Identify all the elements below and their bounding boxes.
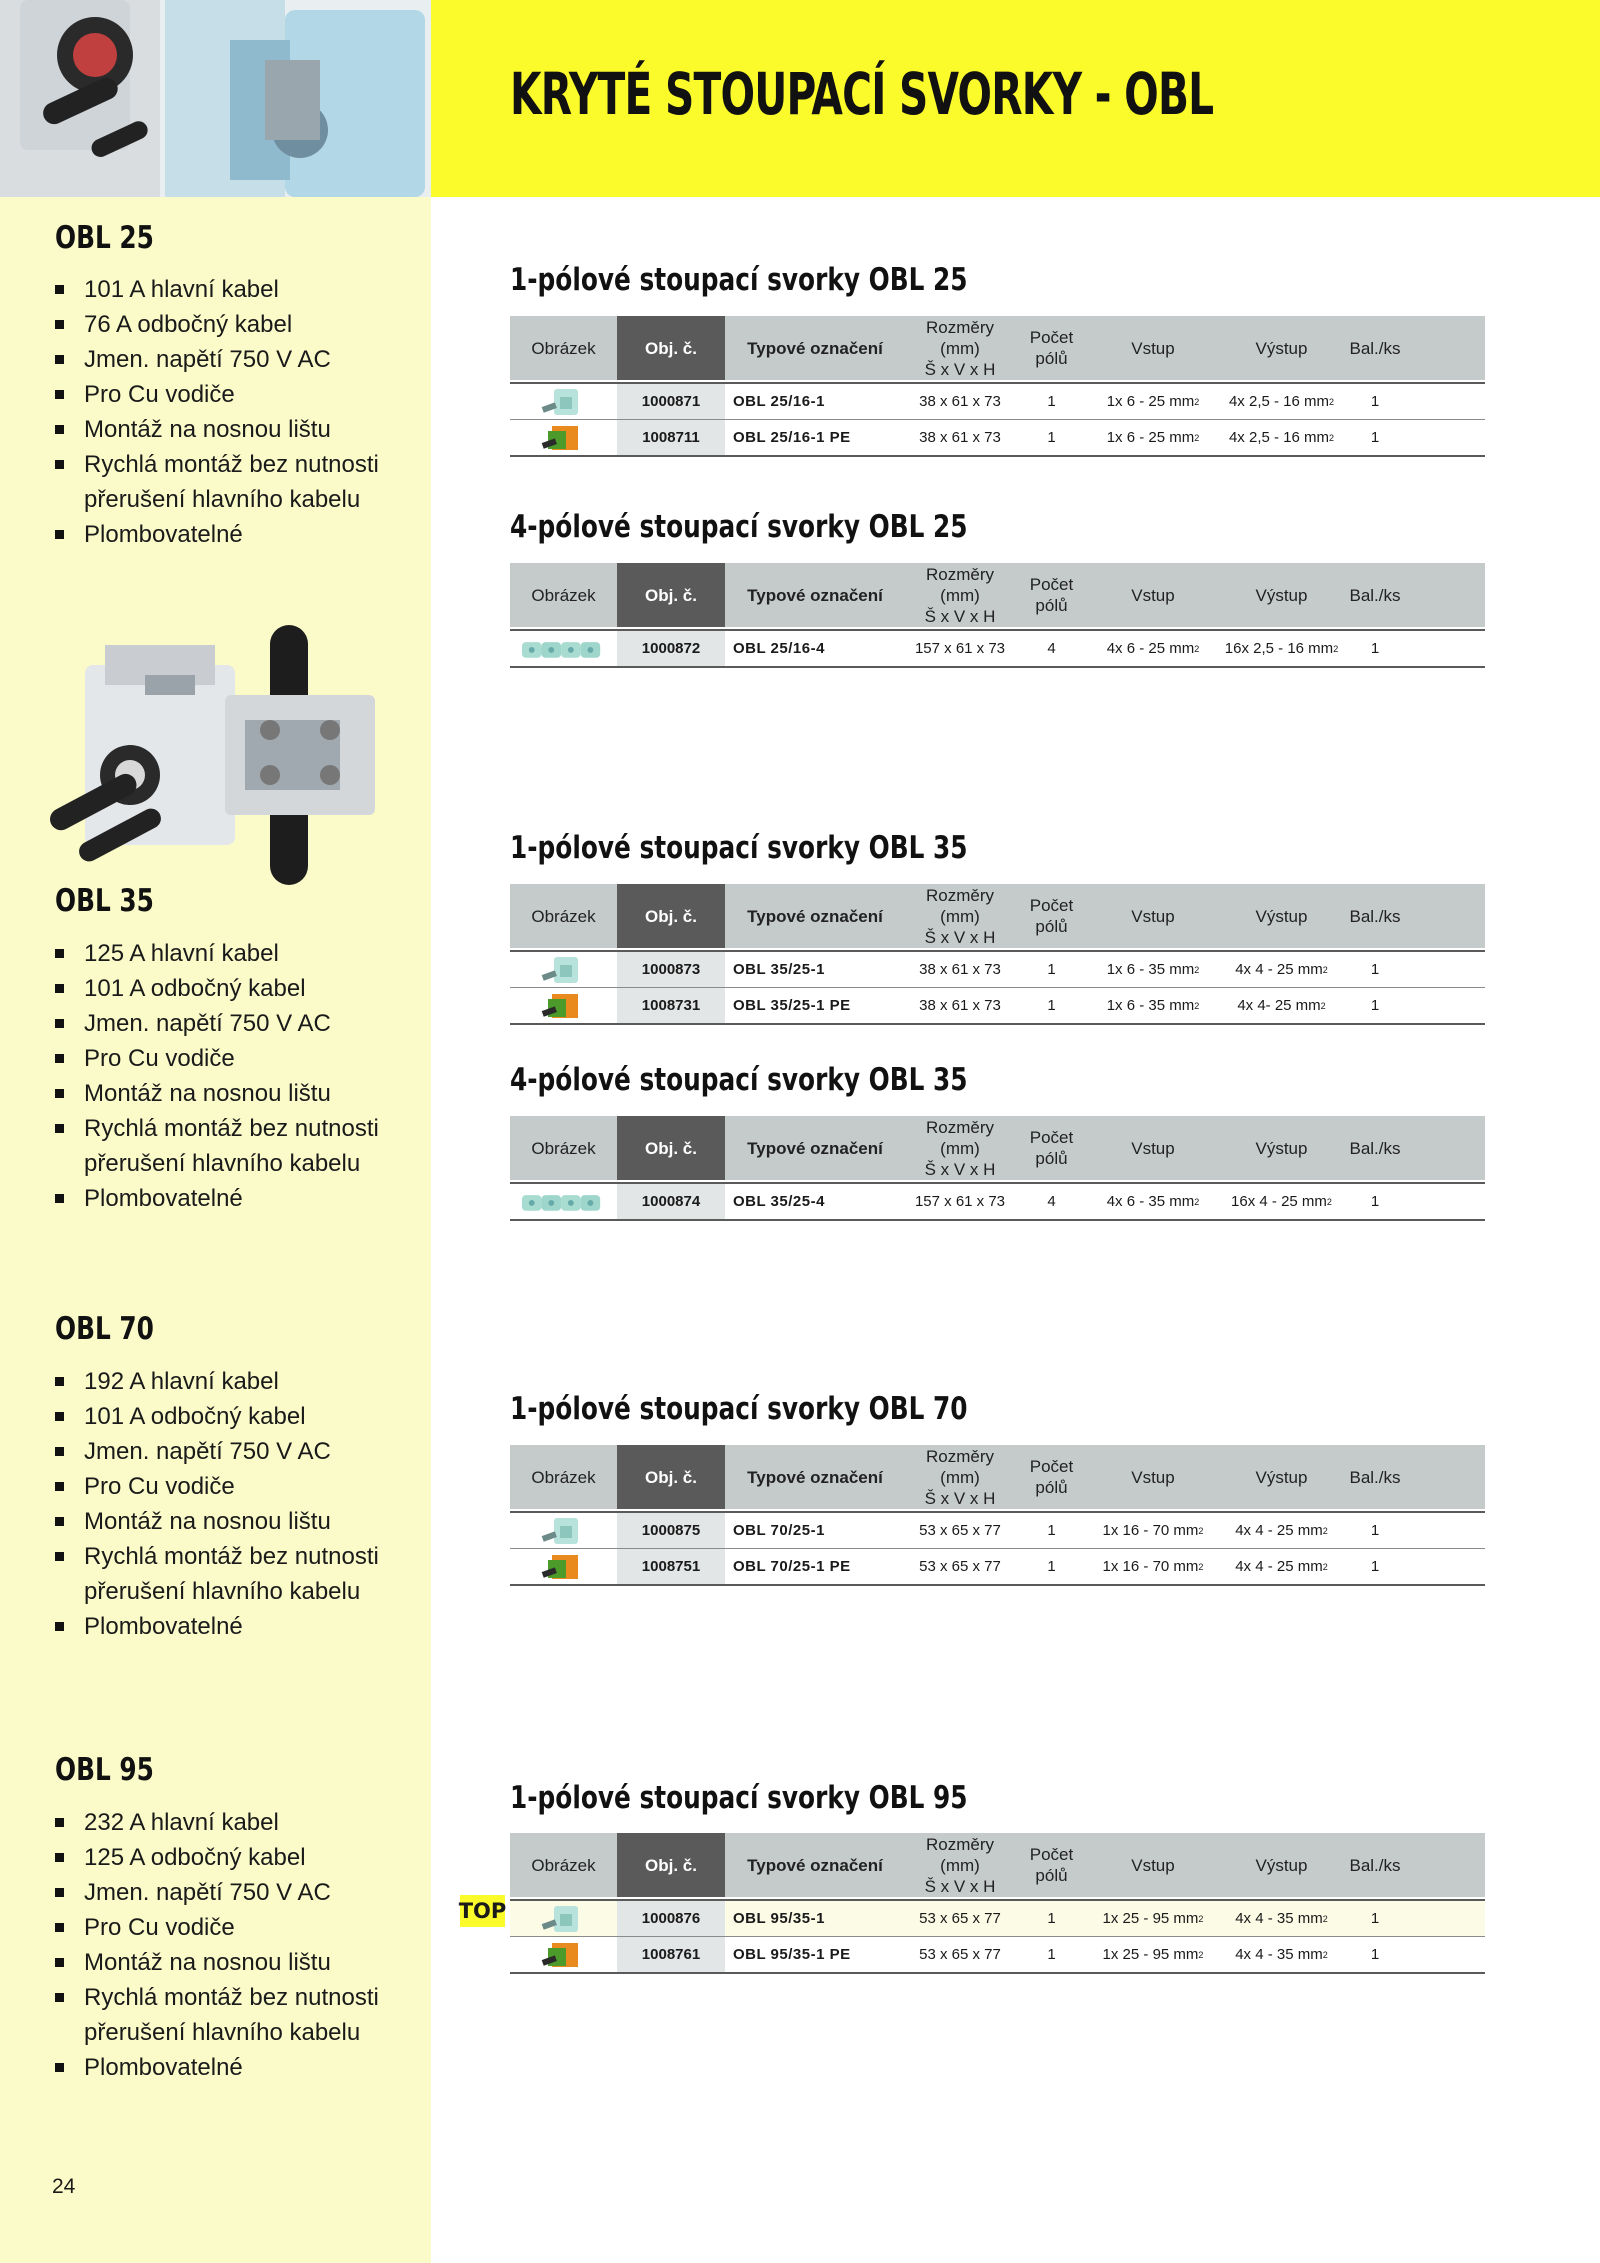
type-designation: OBL 35/25-1 <box>733 961 825 978</box>
feature-list-obl70 <box>55 1364 379 1644</box>
table-row[interactable] <box>510 1182 1485 1221</box>
input-range: 1x 25 - 95 mm 2 <box>1102 1910 1204 1927</box>
bullet-icon <box>55 1923 64 1932</box>
product-table <box>510 1445 1485 1586</box>
table-title: 1-pólové stoupací svorky OBL 95 <box>510 1780 968 1816</box>
feature-list-obl35 <box>55 936 379 1216</box>
table-header <box>510 884 1485 948</box>
col-header-package: Bal./ks <box>1349 1855 1401 1875</box>
col-header-package: Bal./ks <box>1349 338 1401 358</box>
bullet-icon <box>55 285 64 294</box>
col-header-package: Bal./ks <box>1349 1138 1401 1158</box>
bullet-icon <box>55 1124 64 1133</box>
dimensions: 38 x 61 x 73 <box>919 393 1001 410</box>
feature-item: Pro Cu vodiče <box>55 1041 379 1076</box>
col-header-order-number: Obj. č. <box>617 1833 725 1897</box>
feature-item: přerušení hlavního kabelu <box>84 1150 361 1177</box>
product-thumbnail <box>510 1901 617 1936</box>
table-title: 1-pólové stoupací svorky OBL 70 <box>510 1391 968 1427</box>
feature-item: Rychlá montáž bez nutnosti <box>55 1539 379 1574</box>
col-header-dimensions: Rozměry (mm) Š x V x H <box>924 317 996 379</box>
feature-item: Pro Cu vodiče <box>55 1910 379 1945</box>
page-title: KRYTÉ STOUPACÍ SVORKY - OBL <box>510 60 1214 128</box>
feature-item: Pro Cu vodiče <box>55 377 379 412</box>
bullet-icon <box>55 530 64 539</box>
package-qty: 1 <box>1370 997 1380 1014</box>
col-header-package: Bal./ks <box>1349 906 1401 926</box>
col-header-poles: Počet pólů <box>1029 328 1074 368</box>
col-header-output: Výstup <box>1255 585 1308 605</box>
product-thumbnail <box>510 1549 617 1584</box>
col-header-order-number: Obj. č. <box>617 1445 725 1509</box>
table-row[interactable] <box>510 1899 1485 1937</box>
col-header-input: Vstup <box>1131 1138 1175 1158</box>
bullet-icon <box>55 1019 64 1028</box>
pole-count: 1 <box>1047 1910 1056 1927</box>
obl35-product-image <box>45 625 400 895</box>
col-header-package: Bal./ks <box>1349 585 1401 605</box>
feature-item: přerušení hlavního kabelu <box>84 1578 361 1605</box>
input-range: 1x 16 - 70 mm 2 <box>1102 1558 1204 1575</box>
order-number: 1008751 <box>617 1549 725 1584</box>
col-header-order-number: Obj. č. <box>617 884 725 948</box>
col-header-type: Typové označení <box>747 1138 883 1158</box>
table-header <box>510 563 1485 627</box>
bullet-icon <box>55 1482 64 1491</box>
feature-item: 101 A hlavní kabel <box>55 272 379 307</box>
feature-item: Jmen. napětí 750 V AC <box>55 1434 379 1469</box>
dimensions: 157 x 61 x 73 <box>914 1193 1006 1210</box>
order-number: 1000876 <box>617 1901 725 1936</box>
col-header-order-number: Obj. č. <box>617 316 725 380</box>
feature-item: přerušení hlavního kabelu <box>84 2019 361 2046</box>
table-row[interactable] <box>510 629 1485 668</box>
table-row[interactable] <box>510 1511 1485 1549</box>
pole-count: 1 <box>1047 1558 1056 1575</box>
table-header <box>510 1445 1485 1509</box>
col-header-dimensions: Rozměry (mm) Š x V x H <box>924 564 996 626</box>
product-thumbnail <box>510 631 617 666</box>
type-designation: OBL 95/35-1 <box>733 1910 825 1927</box>
col-header-type: Typové označení <box>747 1467 883 1487</box>
bullet-icon <box>55 1958 64 1967</box>
table-row[interactable] <box>510 1937 1485 1974</box>
bullet-icon <box>55 1993 64 2002</box>
output-range: 4x 4 - 35 mm 2 <box>1235 1910 1328 1927</box>
input-range: 1x 6 - 35 mm 2 <box>1106 961 1200 978</box>
bullet-icon <box>55 984 64 993</box>
bullet-icon <box>55 320 64 329</box>
bullet-icon <box>55 1377 64 1386</box>
col-header-input: Vstup <box>1131 585 1175 605</box>
product-thumbnail <box>510 952 617 987</box>
dimensions: 53 x 65 x 77 <box>919 1946 1001 1963</box>
feature-item: 101 A odbočný kabel <box>55 971 379 1006</box>
dimensions: 38 x 61 x 73 <box>919 997 1001 1014</box>
table-title: 1-pólové stoupací svorky OBL 35 <box>510 830 968 866</box>
order-number: 1008711 <box>617 420 725 455</box>
col-header-image: Obrázek <box>531 1855 596 1875</box>
col-header-input: Vstup <box>1131 1467 1175 1487</box>
bullet-icon <box>55 425 64 434</box>
pole-count: 1 <box>1047 1522 1056 1539</box>
col-header-output: Výstup <box>1255 1467 1308 1487</box>
feature-item: Rychlá montáž bez nutnosti <box>55 1980 379 2015</box>
col-header-output: Výstup <box>1255 338 1308 358</box>
col-header-input: Vstup <box>1131 906 1175 926</box>
col-header-image: Obrázek <box>531 585 596 605</box>
order-number: 1008761 <box>617 1937 725 1972</box>
dimensions: 53 x 65 x 77 <box>919 1910 1001 1927</box>
package-qty: 1 <box>1370 640 1380 657</box>
output-range: 4x 4 - 35 mm 2 <box>1235 1946 1328 1963</box>
col-header-type: Typové označení <box>747 585 883 605</box>
input-range: 4x 6 - 25 mm 2 <box>1106 640 1200 657</box>
section-title-obl35: OBL 35 <box>55 883 154 919</box>
col-header-order-number: Obj. č. <box>617 1116 725 1180</box>
feature-item: 101 A odbočný kabel <box>55 1399 379 1434</box>
feature-item: 125 A odbočný kabel <box>55 1840 379 1875</box>
dimensions: 157 x 61 x 73 <box>914 640 1006 657</box>
type-designation: OBL 25/16-4 <box>733 640 825 657</box>
output-range: 4x 4 - 25 mm 2 <box>1235 1522 1328 1539</box>
type-designation: OBL 95/35-1 PE <box>733 1946 851 1963</box>
package-qty: 1 <box>1370 961 1380 978</box>
feature-item: 125 A hlavní kabel <box>55 936 379 971</box>
input-range: 1x 6 - 35 mm 2 <box>1106 997 1200 1014</box>
page-number: 24 <box>52 2175 76 2198</box>
feature-item: Montáž na nosnou lištu <box>55 1504 379 1539</box>
output-range: 4x 4 - 25 mm 2 <box>1235 1558 1328 1575</box>
col-header-image: Obrázek <box>531 338 596 358</box>
product-thumbnail <box>510 384 617 419</box>
col-header-output: Výstup <box>1255 1855 1308 1875</box>
type-designation: OBL 35/25-1 PE <box>733 997 851 1014</box>
pole-count: 4 <box>1047 1193 1056 1210</box>
feature-item: 232 A hlavní kabel <box>55 1805 379 1840</box>
package-qty: 1 <box>1370 1558 1380 1575</box>
bullet-icon <box>55 1622 64 1631</box>
input-range: 1x 6 - 25 mm 2 <box>1106 429 1200 446</box>
package-qty: 1 <box>1370 1910 1380 1927</box>
col-header-dimensions: Rozměry (mm) Š x V x H <box>924 1117 996 1179</box>
col-header-dimensions: Rozměry (mm) Š x V x H <box>924 1446 996 1508</box>
col-header-output: Výstup <box>1255 1138 1308 1158</box>
feature-list-obl25 <box>55 272 379 552</box>
col-header-dimensions: Rozměry (mm) Š x V x H <box>924 885 996 947</box>
dimensions: 38 x 61 x 73 <box>919 961 1001 978</box>
product-table <box>510 1116 1485 1221</box>
table-header <box>510 1116 1485 1180</box>
product-table <box>510 1833 1485 1974</box>
bullet-icon <box>55 1818 64 1827</box>
feature-item: přerušení hlavního kabelu <box>84 486 361 513</box>
input-range: 1x 25 - 95 mm 2 <box>1102 1946 1204 1963</box>
table-row[interactable] <box>510 420 1485 457</box>
col-header-poles: Počet pólů <box>1029 1457 1074 1497</box>
col-header-order-number: Obj. č. <box>617 563 725 627</box>
bullet-icon <box>55 1447 64 1456</box>
input-range: 1x 16 - 70 mm 2 <box>1102 1522 1204 1539</box>
feature-item: Plombovatelné <box>55 517 379 552</box>
type-designation: OBL 25/16-1 <box>733 393 825 410</box>
col-header-image: Obrázek <box>531 906 596 926</box>
type-designation: OBL 25/16-1 PE <box>733 429 851 446</box>
col-header-poles: Počet pólů <box>1029 896 1074 936</box>
bullet-icon <box>55 1194 64 1203</box>
bullet-icon <box>55 1552 64 1561</box>
pole-count: 1 <box>1047 961 1056 978</box>
section-title-obl25: OBL 25 <box>55 220 154 256</box>
order-number: 1008731 <box>617 988 725 1023</box>
product-thumbnail <box>510 420 617 455</box>
table-header <box>510 1833 1485 1897</box>
feature-item: Pro Cu vodiče <box>55 1469 379 1504</box>
section-title-obl95: OBL 95 <box>55 1752 154 1788</box>
product-table <box>510 884 1485 1025</box>
output-range: 4x 4 - 25 mm 2 <box>1235 961 1328 978</box>
output-range: 16x 2,5 - 16 mm 2 <box>1224 640 1339 657</box>
bullet-icon <box>55 1853 64 1862</box>
output-range: 16x 4 - 25 mm 2 <box>1231 1193 1332 1210</box>
feature-item: Montáž na nosnou lištu <box>55 1945 379 1980</box>
package-qty: 1 <box>1370 1522 1380 1539</box>
output-range: 4x 2,5 - 16 mm 2 <box>1228 429 1335 446</box>
col-header-poles: Počet pólů <box>1029 575 1074 615</box>
table-title: 1-pólové stoupací svorky OBL 25 <box>510 262 968 298</box>
col-header-output: Výstup <box>1255 906 1308 926</box>
order-number: 1000875 <box>617 1513 725 1548</box>
product-table <box>510 563 1485 668</box>
hero-product-image <box>0 0 431 197</box>
bullet-icon <box>55 949 64 958</box>
table-header <box>510 316 1485 380</box>
product-thumbnail <box>510 988 617 1023</box>
package-qty: 1 <box>1370 1946 1380 1963</box>
top-badge: TOP <box>460 1895 505 1927</box>
feature-item: 76 A odbočný kabel <box>55 307 379 342</box>
table-row[interactable] <box>510 1549 1485 1586</box>
order-number: 1000872 <box>617 631 725 666</box>
output-range: 4x 4- 25 mm 2 <box>1237 997 1326 1014</box>
dimensions: 53 x 65 x 77 <box>919 1558 1001 1575</box>
pole-count: 1 <box>1047 997 1056 1014</box>
pole-count: 1 <box>1047 393 1056 410</box>
table-row[interactable] <box>510 988 1485 1025</box>
product-thumbnail <box>510 1184 617 1219</box>
product-thumbnail <box>510 1513 617 1548</box>
input-range: 1x 6 - 25 mm 2 <box>1106 393 1200 410</box>
col-header-package: Bal./ks <box>1349 1467 1401 1487</box>
product-thumbnail <box>510 1937 617 1972</box>
type-designation: OBL 70/25-1 <box>733 1522 825 1539</box>
col-header-input: Vstup <box>1131 1855 1175 1875</box>
feature-item: 192 A hlavní kabel <box>55 1364 379 1399</box>
pole-count: 1 <box>1047 1946 1056 1963</box>
col-header-type: Typové označení <box>747 338 883 358</box>
order-number: 1000871 <box>617 384 725 419</box>
bullet-icon <box>55 1888 64 1897</box>
pole-count: 1 <box>1047 429 1056 446</box>
order-number: 1000874 <box>617 1184 725 1219</box>
col-header-type: Typové označení <box>747 906 883 926</box>
section-title-obl70: OBL 70 <box>55 1311 154 1347</box>
bullet-icon <box>55 355 64 364</box>
feature-item: Jmen. napětí 750 V AC <box>55 1006 379 1041</box>
pole-count: 4 <box>1047 640 1056 657</box>
bullet-icon <box>55 390 64 399</box>
col-header-poles: Počet pólů <box>1029 1128 1074 1168</box>
type-designation: OBL 35/25-4 <box>733 1193 825 1210</box>
feature-item: Montáž na nosnou lištu <box>55 1076 379 1111</box>
col-header-poles: Počet pólů <box>1029 1845 1074 1885</box>
col-header-dimensions: Rozměry (mm) Š x V x H <box>924 1834 996 1896</box>
table-title: 4-pólové stoupací svorky OBL 25 <box>510 509 968 545</box>
col-header-input: Vstup <box>1131 338 1175 358</box>
col-header-image: Obrázek <box>531 1138 596 1158</box>
package-qty: 1 <box>1370 429 1380 446</box>
dimensions: 38 x 61 x 73 <box>919 429 1001 446</box>
feature-list-obl95 <box>55 1805 379 2085</box>
table-title: 4-pólové stoupací svorky OBL 35 <box>510 1062 968 1098</box>
bullet-icon <box>55 1517 64 1526</box>
order-number: 1000873 <box>617 952 725 987</box>
input-range: 4x 6 - 35 mm 2 <box>1106 1193 1200 1210</box>
package-qty: 1 <box>1370 393 1380 410</box>
bullet-icon <box>55 2063 64 2072</box>
feature-item: Plombovatelné <box>55 2050 379 2085</box>
bullet-icon <box>55 1412 64 1421</box>
feature-item: Plombovatelné <box>55 1181 379 1216</box>
dimensions: 53 x 65 x 77 <box>919 1522 1001 1539</box>
feature-item: Rychlá montáž bez nutnosti <box>55 1111 379 1146</box>
output-range: 4x 2,5 - 16 mm 2 <box>1228 393 1335 410</box>
col-header-type: Typové označení <box>747 1855 883 1875</box>
table-row[interactable] <box>510 382 1485 420</box>
table-row[interactable] <box>510 950 1485 988</box>
col-header-image: Obrázek <box>531 1467 596 1487</box>
feature-item: Jmen. napětí 750 V AC <box>55 1875 379 1910</box>
bullet-icon <box>55 1054 64 1063</box>
feature-item: Jmen. napětí 750 V AC <box>55 342 379 377</box>
package-qty: 1 <box>1370 1193 1380 1210</box>
type-designation: OBL 70/25-1 PE <box>733 1558 851 1575</box>
bullet-icon <box>55 1089 64 1098</box>
product-table <box>510 316 1485 457</box>
feature-item: Plombovatelné <box>55 1609 379 1644</box>
feature-item: Rychlá montáž bez nutnosti <box>55 447 379 482</box>
feature-item: Montáž na nosnou lištu <box>55 412 379 447</box>
bullet-icon <box>55 460 64 469</box>
